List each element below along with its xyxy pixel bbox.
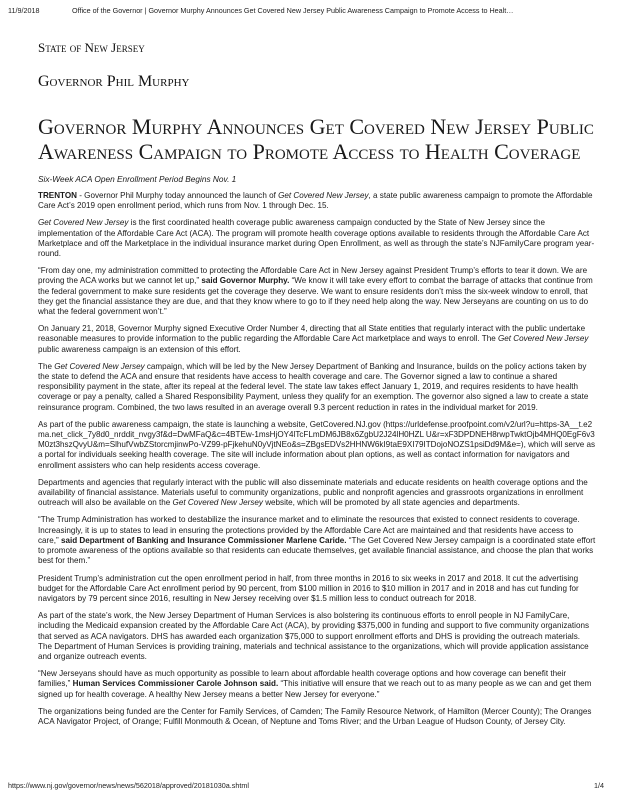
paragraph-1 xyxy=(38,191,596,211)
governor-name-link[interactable]: Governor Phil Murphy xyxy=(38,73,190,90)
paragraph-2 xyxy=(38,218,596,259)
state-name-link[interactable]: State of New Jersey xyxy=(38,40,145,55)
paragraph-9: President Trump’s administration cut the open enrollment period in half, from three months in 2016 to six weeks in 2017 and 2018. It cut the advertising budget for the Affordable Care Act enrollment period by 90 percent, from $100 million in 2016 to $10 million in 2017 and in 2018 and has cut funding for navigators by 79 percent since 2016, resulting in New Jersey receiving over $1.5 million less to conduct outreach for 2018. xyxy=(38,573,579,603)
text: website, which will be promoted by all state agencies and departments. xyxy=(262,498,520,508)
print-footer xyxy=(8,781,604,790)
attribution: said Governor Murphy. xyxy=(199,276,290,286)
quote: “This initiative will ensure that we reach out to as many people as we can and get them signed up for health coverage. A healthy New Jersey means a better New Jersey for everyone.” xyxy=(38,679,592,699)
attribution: said Department of Banking and Insurance Commissioner Marlene Caride. xyxy=(58,535,347,545)
paragraph-11 xyxy=(38,669,596,700)
print-page-number: 1/4 xyxy=(594,781,604,790)
campaign-name: Get Covered New Jersey xyxy=(497,334,589,344)
text: Departments and agencies that regularly interact with the public will also disseminate materials and educate residents on health coverage options and the availability of financial assistance. Materials useful to community organizations, public and nonprofit agencies and grassroots organizations in enrollment outreach will also be available on the xyxy=(38,477,588,508)
print-header xyxy=(8,6,610,15)
article-body xyxy=(38,191,596,727)
quote: “We know it will take every effort to combat the barrage of attacks that continue from the federal government to make sure residents get the coverage they deserve. We want to ensure residents don’t miss the six-week window to enroll, that they get the financial assistance they are due, and that they know where to go to if they need help along the way. New Jerseyans are counting on us to do what the federal government won’t.” xyxy=(38,276,593,317)
article-subhead: Six-Week ACA Open Enrollment Period Begins Nov. 1 xyxy=(38,174,237,184)
article xyxy=(38,114,596,734)
article-headline: Governor Murphy Announces Get Covered New Jersey Public Awareness Campaign to Promote Access to Health Coverage xyxy=(38,114,594,164)
text: The xyxy=(38,361,55,371)
text: campaign, which will be led by the New Jersey Department of Banking and Insurance, builds on the policy actions taken by the state to defend the ACA and ensure that residents have access to health coverage and care. The Governor signed a law to continue a shared responsibility payment in the state, after its repeal at the federal level. The state law takes effect January 1, 2019, and requires residents to have health coverage or pay a penalty, called a Shared Responsibility Payment, unless they qualify for an exemption. The governor also signed a law to create a state reinsurance program. Combined, the two laws resulted in an average overall 9.3 percent reduction in rates in the individual market for 2019. xyxy=(38,361,589,412)
quote: “From day one, my administration committed to protecting the Affordable Care Act in New Jersey against President Trump’s efforts to tear it down. We are proving the ACA works but we cannot let up,” xyxy=(38,266,588,286)
quote: “New Jerseyans should have as much opportunity as possible to learn about affordable health coverage options and how coverage can benefit their families,” xyxy=(38,669,567,689)
text: ), which will serve as a portal for individuals seeking health coverage. The site will include information about plan options, as well as contact information for navigators and enrollment assisters who can help residents access coverage. xyxy=(38,440,596,470)
campaign-name: Get Covered New Jersey xyxy=(172,498,263,508)
paragraph-5 xyxy=(38,362,596,413)
text: , a state public awareness campaign to promote the Affordable Care Act’s 2019 open enrollment period, which runs from Nov. 1 through Dec. 15. xyxy=(38,191,593,211)
text: On January 21, 2018, Governor Murphy signed Executive Order Number 4, directing that all State entities that regularly interact with the public undertake reasonable measures to provide information to the public regarding the Affordable Care Act marketplace and ways to enroll. The xyxy=(38,324,586,344)
paragraph-8 xyxy=(38,515,596,566)
paragraph-4 xyxy=(38,324,596,355)
dateline: TRENTON xyxy=(38,191,77,200)
paragraph-6 xyxy=(38,420,596,471)
quote: “The Trump Administration has worked to destabilize the insurance market and to eliminate the resources that existed to connect residents to coverage. Increasingly, it is up to states to lead in ensuring the protections provided by the Affordable Care Act are maintained and that residents have access to care,” xyxy=(38,515,580,545)
print-page-title: Office of the Governor | Governor Murphy Announces Get Covered New Jersey Public Awareness Campaign to Promote Access to Healt… xyxy=(72,6,514,15)
print-date: 11/9/2018 xyxy=(8,6,40,15)
quote: “The Get Covered New Jersey campaign is a coordinated state effort to promote awareness of the options available so that residents can educate themselves, get available financial assistance, and choose the plan that works best for them.” xyxy=(38,535,596,566)
website-link[interactable]: https://urldefense.proofpoint.com/v2/url?u=https-3A__t.e2ma.net_click_7y8d0_nrddit_nvgy3f&d=DwMFaQ&c=4BTEw-1msHjOY4lTcFLmDM6JB8x6ZgbU2J24lH0HZL U&r=xF3DPDNEH8rwpTwktOjb4MHQ0EgF6v3M0zt3hszQvyU&m=SlhufVwbZStorcmjinwPo-VZ99-pFjkehuN0yVjtNEo&s=ZBgsEDVs2HHNW6kI9taE9XI79ITDojoNOZS1psiDd9M&e= xyxy=(38,419,595,450)
paragraph-3 xyxy=(38,266,596,317)
paragraph-7 xyxy=(38,478,596,509)
paragraph-10: As part of the state’s work, the New Jersey Department of Human Services is also bolstering its continuous efforts to enroll people in NJ FamilyCare, including the Medicaid expansion created by the Affordable Care Act (ACA), by providing $375,000 in funding and support to five community organizations that served as ACA navigators. DHS has awarded each organization $75,000 to support enrollment efforts and DHS is providing the outreach materials. The Department of Human Services is providing training, materials and technical assistance to the organizations, which will provide application assistance and organize outreach events. xyxy=(38,611,590,661)
campaign-name: Get Covered New Jersey xyxy=(38,218,129,228)
text: - Governor Phil Murphy today announced the launch of xyxy=(76,191,279,200)
attribution: Human Services Commissioner Carole Johnson said. xyxy=(70,679,279,689)
text: is the first coordinated health coverage public awareness campaign conducted by the State of New Jersey since the implementation of the Affordable Care Act (ACA). The program will promote health coverage options available to residents through the Affordable Care Act Marketplace and off the Marketplace in the individual insurance market during Open Enrollment, as well as through the state’s NJFamilyCare program year-round. xyxy=(38,218,595,259)
text: As part of the public awareness campaign, the state is launching a website, GetCovered.NJ.gov ( xyxy=(38,419,386,429)
paragraph-12: The organizations being funded are the Center for Family Services, of Camden; The Family Resource Network, of Hamilton (Mercer County); The Oranges ACA Navigator Project, of Orange; Fulfill Monmouth & Ocean, of Neptune and Toms River; and the Urban League of Hudson County, of Jersey City. xyxy=(38,706,592,726)
text: public awareness campaign is an extension of this effort. xyxy=(38,344,241,354)
campaign-name: Get Covered New Jersey xyxy=(54,361,145,371)
print-url: https://www.nj.gov/governor/news/news/562018/approved/20181030a.shtml xyxy=(8,781,249,790)
campaign-name: Get Covered New Jersey xyxy=(278,191,369,200)
